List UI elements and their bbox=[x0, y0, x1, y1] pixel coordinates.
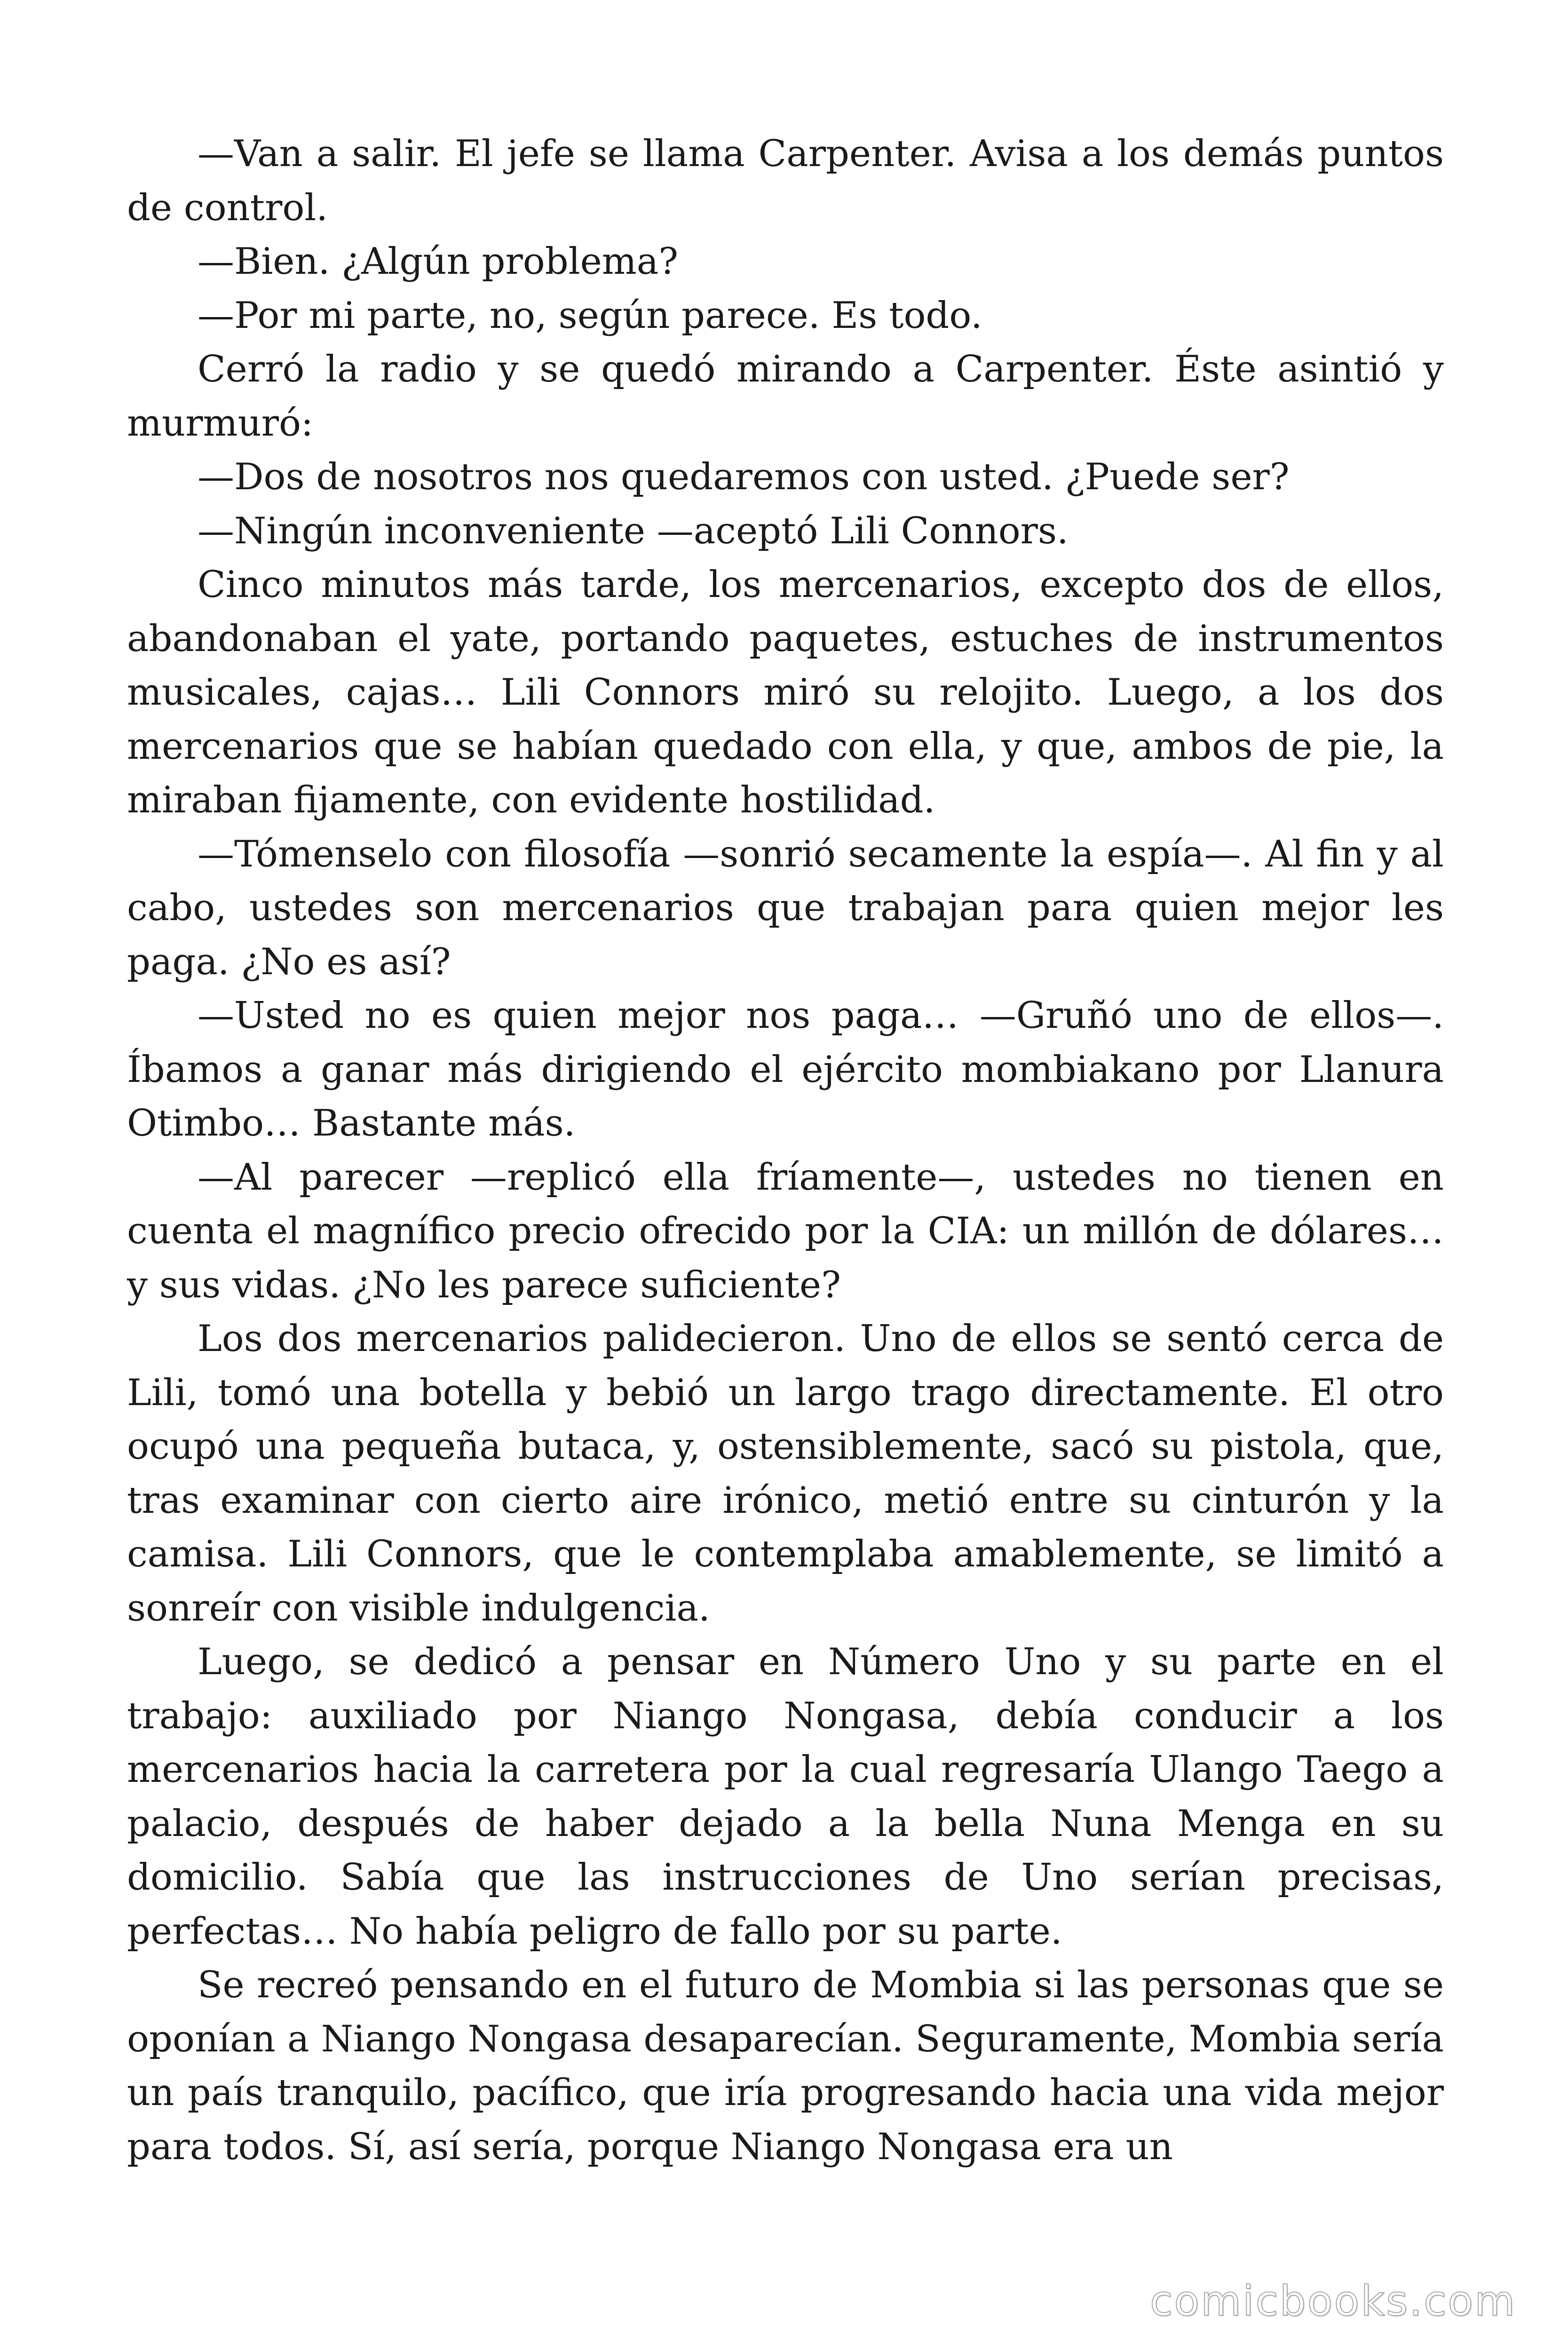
paragraph: Los dos mercenarios palidecieron. Uno de ellos se sentó cerca de Lili, tomó una botella y bebió un largo trago directamente. El otro ocupó una pequeña butaca, y, ostensiblemente, sacó su pistola, que, tras examinar con cierto aire irónico, metió entre su cinturón y la camisa. Lili Connors, que le contemplaba amablemente, se limitó a sonreír con visible indulgencia. bbox=[127, 1318, 1444, 1629]
paragraph: —Por mi parte, no, según parece. Es todo. bbox=[198, 294, 982, 337]
paragraph: —Bien. ¿Algún problema? bbox=[198, 240, 679, 283]
paragraph: Luego, se dedicó a pensar en Número Uno y su parte en el trabajo: auxiliado por Niango Nongasa, debía conducir a los mercenarios hacia la carretera por la cual regresaría Ulango Taego a palacio, después de haber dejado a la bella Nuna Menga en su domicilio. Sabía que las instrucciones de Uno serían precisas, perfectas… No había peligro de fallo por su parte. bbox=[127, 1641, 1444, 1953]
paragraph: Cinco minutos más tarde, los mercenarios, excepto dos de ellos, abandonaban el yate, portando paquetes, estuches de instrumentos musicales, cajas… Lili Connors miró su relojito. Luego, a los dos mercenarios que se habían quedado con ella, y que, ambos de pie, la miraban fijamente, con evidente hostilidad. bbox=[127, 564, 1444, 821]
paragraph: —Al parecer —replicó ella fríamente—, ustedes no tienen en cuenta el magnífico precio ofrecido por la CIA: un millón de dólares… y sus vidas. ¿No les parece suficiente? bbox=[127, 1156, 1444, 1306]
paragraph: —Usted no es quien mejor nos paga… —Gruñó uno de ellos—. Íbamos a ganar más dirigiendo el ejército mombiakano por Llanura Otimbo… Bastante más. bbox=[127, 994, 1444, 1144]
paragraph: —Dos de nosotros nos quedaremos con usted. ¿Puede ser? bbox=[198, 456, 1290, 498]
paragraph: —Ningún inconveniente —aceptó Lili Connors. bbox=[198, 509, 1069, 552]
book-page-text bbox=[127, 127, 1444, 2174]
watermark: comicbooks.com bbox=[1149, 2277, 1516, 2325]
paragraph: Se recreó pensando en el futuro de Mombia si las personas que se oponían a Niango Nongasa desaparecían. Seguramente, Mombia sería un país tranquilo, pacífico, que iría progresando hacia una vida mejor para todos. Sí, así sería, porque Niango Nongasa era un bbox=[127, 1964, 1444, 2168]
paragraph: Cerró la radio y se quedó mirando a Carpenter. Éste asintió y murmuró: bbox=[127, 348, 1444, 445]
paragraph: —Tómenselo con filosofía —sonrió secamente la espía—. Al fin y al cabo, ustedes son mercenarios que trabajan para quien mejor les paga. ¿No es así? bbox=[127, 833, 1444, 983]
paragraph: —Van a salir. El jefe se llama Carpenter. Avisa a los demás puntos de control. bbox=[127, 133, 1444, 229]
